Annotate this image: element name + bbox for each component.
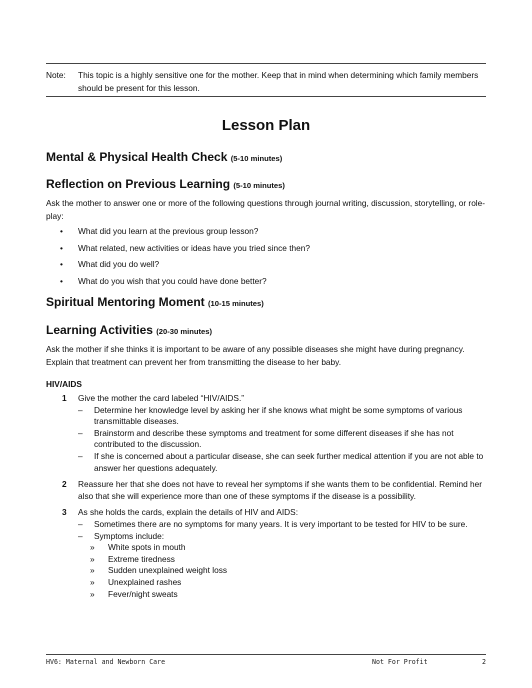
heading-mentoring-text: Spiritual Mentoring Moment [46, 295, 205, 309]
dash-icon: – [78, 518, 83, 529]
footer-rule [46, 654, 486, 655]
heading-learning-text: Learning Activities [46, 323, 153, 337]
double-chevron-icon: » [90, 588, 95, 599]
bullet-icon: • [60, 226, 63, 236]
sub-item: – Sometimes there are no symptoms for many years. It is very important to be tested for HIV to be sure. [78, 518, 468, 529]
heading-learning-duration: (20-30 minutes) [156, 327, 212, 336]
reflection-intro: Ask the mother to answer one or more of the following questions through journal writing, discussion, storytelling, or role-play: [46, 198, 486, 221]
dash-icon: – [78, 404, 83, 415]
heading-learning [46, 323, 212, 337]
step-number: 2 [62, 479, 67, 490]
note-label: Note: [46, 70, 66, 80]
double-chevron-icon: » [90, 553, 95, 564]
heading-health-check-duration: (5-10 minutes) [230, 154, 283, 163]
note-bottom-rule [46, 96, 486, 97]
step-number: 1 [62, 393, 67, 403]
list-item: • What did you learn at the previous group lesson? [60, 226, 259, 236]
page-title: Lesson Plan [221, 117, 311, 134]
bullet-icon: • [60, 275, 63, 286]
heading-mentoring-duration: (10-15 minutes) [208, 299, 264, 308]
sub-item: – Symptoms include: [78, 530, 165, 541]
dash-icon: – [78, 427, 83, 438]
note-block [46, 69, 488, 95]
step-1 [46, 393, 490, 474]
heading-reflection-text: Reflection on Previous Learning [46, 177, 231, 191]
dash-icon: – [78, 450, 83, 461]
footer-not-for-profit: Not For Profit [372, 658, 428, 666]
bullet-icon: • [60, 259, 63, 269]
sub-item: – Brainstorm and describe these symptoms and treatment for some different diseases if she has not contributed to the discussion. [78, 427, 454, 450]
reflection-question-list [46, 225, 486, 291]
symptom-item: » White spots in mouth [90, 542, 186, 553]
heading-reflection-duration: (5-10 minutes) [233, 181, 285, 190]
heading-mentoring [46, 295, 264, 309]
step-2 [46, 479, 490, 502]
dash-icon: – [78, 530, 83, 541]
top-rule [46, 63, 486, 64]
page-number: 2 [482, 658, 486, 666]
list-item: • What do you wish that you could have done better? [60, 275, 267, 286]
double-chevron-icon: » [90, 576, 95, 587]
symptom-item: » Sudden unexplained weight loss [90, 565, 228, 576]
symptom-item: » Fever/night sweats [90, 588, 178, 599]
heading-reflection [46, 177, 285, 191]
double-chevron-icon: » [90, 542, 95, 553]
heading-health-check-text: Mental & Physical Health Check [46, 150, 228, 164]
footer-course-title: HV6: Maternal and Newborn Care [46, 658, 166, 666]
sub-item: – Determine her knowledge level by asking her if she knows what might be some symptoms of various transmittable diseases. [78, 404, 463, 427]
list-item: • What related, new activities or ideas have you tried since then? [60, 242, 310, 253]
step-text: Reassure her that she does not have to reveal her symptoms if she wants them to be confidential. Remind her also that she will experience more than one of these symptoms if the disease is a possibility. [78, 479, 482, 501]
subheading-hiv-aids: HIV/AIDS [46, 379, 82, 389]
symptom-item: » Unexplained rashes [90, 576, 182, 587]
list-item: • What did you do well? [60, 259, 160, 269]
step-number: 3 [62, 507, 67, 518]
symptom-item: » Extreme tiredness [90, 553, 175, 564]
step-text: Give the mother the card labeled “HIV/AIDS.” [78, 393, 245, 403]
step-3 [46, 507, 490, 600]
bullet-icon: • [60, 242, 63, 253]
note-text: This topic is a highly sensitive one for the mother. Keep that in mind when determining which family members should be present for this lesson. [78, 70, 479, 93]
heading-health-check [46, 150, 282, 164]
learning-intro: Ask the mother if she thinks it is important to be aware of any possible diseases she might have during pregnancy. Explain that treatment can prevent her from transmitting the disease to her baby. [46, 344, 465, 367]
double-chevron-icon: » [90, 565, 95, 576]
activity-steps [46, 393, 490, 605]
step-text: As she holds the cards, explain the details of HIV and AIDS: [78, 507, 298, 518]
sub-item: – If she is concerned about a particular disease, she can seek further medical attention if you are not able to answer her questions adequately. [78, 450, 484, 473]
